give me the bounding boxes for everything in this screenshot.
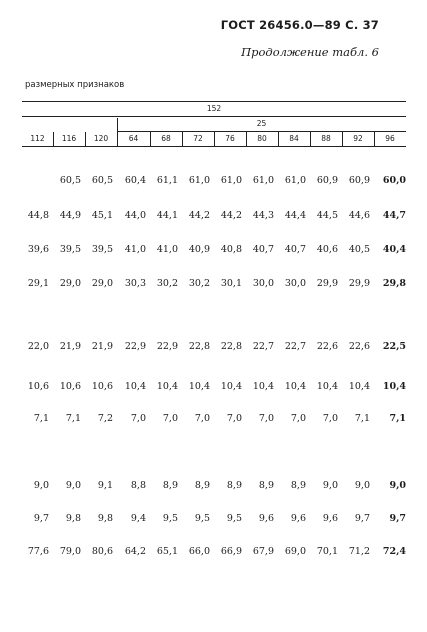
table-cell: 9,0 <box>65 480 81 491</box>
table-cell: 45,1 <box>91 210 113 221</box>
column-header: 88 <box>321 134 331 143</box>
column-header: 112 <box>30 134 45 143</box>
table-cell: 29,9 <box>348 278 370 289</box>
table-cell: 70,1 <box>316 546 338 557</box>
table-cell: 10,6 <box>59 381 81 392</box>
table-cell: 10,6 <box>27 381 49 392</box>
table-continuation-label: Продолжение табл. 6 <box>241 45 379 59</box>
column-header: 96 <box>385 134 395 143</box>
table-cell: 10,4 <box>156 381 178 392</box>
subgroup-header-rule <box>117 131 406 132</box>
table-cell: 9,8 <box>65 513 81 524</box>
table-cell: 9,0 <box>354 480 370 491</box>
subgroup-header-label: 25 <box>256 119 267 128</box>
table-cell: 9,6 <box>290 513 306 524</box>
column-header: 116 <box>61 134 77 143</box>
table-cell: 7,2 <box>97 413 113 424</box>
table-cell: 9,5 <box>162 513 178 524</box>
table-cell: 9,0 <box>322 480 338 491</box>
table-cell: 39,6 <box>27 244 49 255</box>
table-cell: 60,5 <box>59 175 81 186</box>
table-cell: 30,2 <box>188 278 210 289</box>
table-cell: 44,1 <box>156 210 178 221</box>
table-cell: 44,9 <box>59 210 81 221</box>
column-header: 120 <box>93 134 109 143</box>
table-cell: 65,1 <box>156 546 178 557</box>
table-cell: 7,0 <box>194 413 210 424</box>
table-cell: 30,0 <box>284 278 306 289</box>
column-header: 68 <box>161 134 171 143</box>
group-header-label: 152 <box>206 104 222 113</box>
table-cell: 10,4 <box>252 381 274 392</box>
table-cell: 7,1 <box>354 413 370 424</box>
table-cell: 9,7 <box>354 513 370 524</box>
table-cell: 60,5 <box>91 175 113 186</box>
table-cell: 9,0 <box>389 480 406 491</box>
table-cell: 22,8 <box>220 341 242 352</box>
table-cell: 10,4 <box>348 381 370 392</box>
table-cell: 60,9 <box>348 175 370 186</box>
table-top-rule <box>22 101 406 102</box>
column-header: 76 <box>225 134 235 143</box>
table-cell: 40,5 <box>348 244 370 255</box>
table-cell: 71,2 <box>348 546 370 557</box>
table-cell: 40,6 <box>316 244 338 255</box>
table-cell: 44,8 <box>27 210 49 221</box>
table-cell: 30,1 <box>220 278 242 289</box>
table-cell: 29,1 <box>27 278 49 289</box>
table-cell: 39,5 <box>59 244 81 255</box>
table-cell: 7,1 <box>33 413 49 424</box>
table-cell: 60,9 <box>316 175 338 186</box>
table-cell: 22,7 <box>284 341 306 352</box>
table-cell: 44,2 <box>220 210 242 221</box>
table-cell: 10,4 <box>124 381 146 392</box>
table-cell: 67,9 <box>252 546 274 557</box>
table-cell: 30,0 <box>252 278 274 289</box>
table-cell: 9,5 <box>194 513 210 524</box>
table-cell: 40,9 <box>188 244 210 255</box>
table-cell: 40,4 <box>382 244 406 255</box>
table-cell: 61,0 <box>284 175 306 186</box>
table-cell: 9,0 <box>33 480 49 491</box>
table-cell: 29,9 <box>316 278 338 289</box>
table-cell: 8,9 <box>194 480 210 491</box>
table-cell: 44,3 <box>252 210 274 221</box>
table-cell: 30,3 <box>124 278 146 289</box>
table-cell: 21,9 <box>59 341 81 352</box>
table-cell: 44,4 <box>284 210 306 221</box>
table-cell: 22,9 <box>156 341 178 352</box>
table-cell: 69,0 <box>284 546 306 557</box>
column-header: 84 <box>289 134 299 143</box>
column-header: 64 <box>128 134 139 143</box>
table-cell: 7,1 <box>65 413 81 424</box>
table-cell: 72,4 <box>382 546 406 557</box>
table-cell: 44,5 <box>316 210 338 221</box>
table-cell: 10,4 <box>220 381 242 392</box>
column-header: 92 <box>353 134 363 143</box>
table-cell: 22,8 <box>188 341 210 352</box>
table-cell: 9,7 <box>389 513 406 524</box>
table-cell: 9,8 <box>97 513 113 524</box>
table-cell: 29,8 <box>382 278 406 289</box>
table-cell: 7,0 <box>130 413 146 424</box>
table-cell: 64,2 <box>124 546 146 557</box>
table-cell: 40,7 <box>252 244 274 255</box>
table-cell: 9,1 <box>97 480 113 491</box>
table-cell: 29,0 <box>59 278 81 289</box>
column-lead-text: размерных признаков <box>25 80 125 90</box>
table-cell: 41,0 <box>156 244 178 255</box>
table-cell: 22,6 <box>316 341 338 352</box>
group-header-rule <box>22 116 406 117</box>
table-cell: 9,6 <box>258 513 274 524</box>
table-cell: 66,0 <box>188 546 210 557</box>
table-cell: 60,0 <box>382 175 406 186</box>
table-cell: 8,9 <box>226 480 242 491</box>
table-cell: 80,6 <box>91 546 113 557</box>
table-cell: 22,6 <box>348 341 370 352</box>
table-cell: 61,0 <box>252 175 274 186</box>
table-cell: 9,6 <box>322 513 338 524</box>
table-cell: 10,4 <box>316 381 338 392</box>
table-cell: 41,0 <box>124 244 146 255</box>
table-cell: 44,2 <box>188 210 210 221</box>
table-cell: 22,0 <box>27 341 49 352</box>
table-cell: 61,1 <box>156 175 178 186</box>
table-cell: 10,4 <box>382 381 406 392</box>
table-cell: 7,0 <box>290 413 306 424</box>
page-header: ГОСТ 26456.0—89 С. 37 <box>220 18 379 32</box>
table-cell: 61,0 <box>188 175 210 186</box>
table-cell: 9,4 <box>130 513 146 524</box>
table-cell: 7,0 <box>322 413 338 424</box>
table-cell: 7,0 <box>226 413 242 424</box>
table-cell: 9,7 <box>33 513 49 524</box>
table-cell: 8,9 <box>162 480 178 491</box>
table-cell: 10,6 <box>91 381 113 392</box>
table-cell: 44,0 <box>124 210 146 221</box>
table-cell: 44,6 <box>348 210 370 221</box>
table-cell: 40,8 <box>220 244 242 255</box>
table-cell: 22,9 <box>124 341 146 352</box>
table-cell: 10,4 <box>284 381 306 392</box>
table-cell: 77,6 <box>27 546 49 557</box>
table-cell: 7,1 <box>389 413 406 424</box>
table-cell: 10,4 <box>188 381 210 392</box>
table-cell: 21,9 <box>91 341 113 352</box>
table-cell: 40,7 <box>284 244 306 255</box>
table-cell: 39,5 <box>91 244 113 255</box>
table-cell: 8,9 <box>290 480 306 491</box>
table-cell: 60,4 <box>124 175 146 186</box>
table-cell: 79,0 <box>59 546 81 557</box>
table-cell: 22,7 <box>252 341 274 352</box>
table-cell: 29,0 <box>91 278 113 289</box>
table-cell: 61,0 <box>220 175 242 186</box>
table-cell: 22,5 <box>382 341 406 352</box>
table-cell: 44,7 <box>382 210 406 221</box>
table-cell: 7,0 <box>258 413 274 424</box>
table-cell: 66,9 <box>220 546 242 557</box>
table-cell: 8,8 <box>130 480 146 491</box>
table-cell: 9,5 <box>226 513 242 524</box>
table-cell: 7,0 <box>162 413 178 424</box>
column-header: 80 <box>257 134 267 143</box>
table-cell: 30,2 <box>156 278 178 289</box>
column-header: 72 <box>193 134 203 143</box>
column-header-rule <box>22 146 406 147</box>
table-cell: 8,9 <box>258 480 274 491</box>
